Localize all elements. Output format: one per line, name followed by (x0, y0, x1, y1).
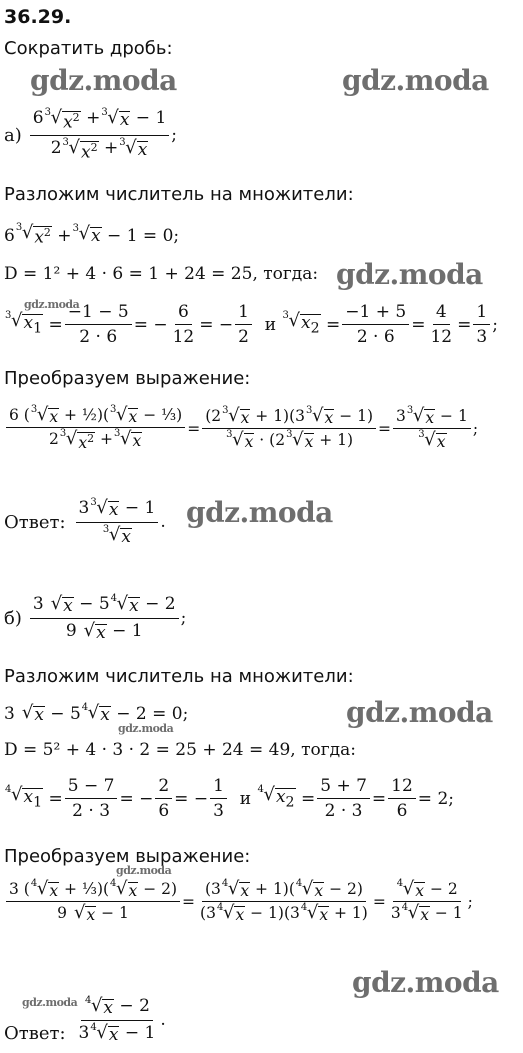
watermark: gdz.moda (336, 258, 483, 291)
factor-heading-b: Разложим числитель на множители: (4, 666, 354, 687)
roots-b: 4 √ $x_1$ = $\frac{5 - 7}{2 \cdot 3}$ = − $\frac{2}{6}$ = − $\frac{1}{3}$ и 4 √ $x_2$ = $\frac{5 + 7}{2 \cdot 3}$ = $\frac{12}{6}$ = 2; (5, 776, 454, 821)
equation-b-tail: = 0; (152, 704, 189, 725)
watermark: gdz.moda (342, 64, 489, 97)
equation-a: 6 3 √ $x^2$ + 3 √ x − 1 = 0; (4, 222, 180, 248)
answer-b: Ответ: 4 √ x − 2 3 4 √ x − 1 . (4, 995, 166, 1045)
part-b-label: б) (4, 607, 22, 629)
watermark: gdz.moda (22, 996, 78, 1009)
watermark: gdz.moda (118, 722, 174, 735)
watermark: gdz.moda (24, 298, 80, 311)
watermark: gdz.moda (346, 696, 493, 729)
expression-a: а) 6 3 √ $x^2$ + 3 √ x − 1 2 3 √ $x^2$ + 3 √ x ; (4, 107, 178, 163)
answer-a-label: Ответ: (4, 511, 66, 533)
answer-a: Ответ: 3 3 √ x − 1 3 √ x . (4, 497, 166, 547)
watermark: gdz.moda (352, 966, 499, 999)
roots-a-joiner: и (264, 314, 277, 335)
watermark: gdz.moda (116, 864, 172, 877)
problem-number: 36.29. (4, 6, 72, 28)
watermark: gdz.moda (30, 64, 177, 97)
part-a-label: а) (4, 124, 22, 146)
watermark: gdz.moda (186, 496, 333, 529)
answer-b-label: Ответ: (4, 1022, 66, 1044)
discriminant-b: D = 5² + 4 · 3 · 2 = 25 + 24 = 49, тогда: (4, 740, 356, 760)
roots-b-joiner: и (239, 788, 252, 809)
instruction-text: Сократить дробь: (4, 38, 173, 59)
roots-a: 3 √ $x_1$ = $\frac{-1 - 5}{2 \cdot 6}$ = − $\frac{6}{12}$ = − $\frac{1}{2}$ и 3 √ $x_2$ = $\frac{-1 + 5}{2 \cdot 6}$ = $\frac{4}{12}$ = $\frac{1}{3}$ ; (5, 302, 498, 347)
factor-heading-a: Разложим числитель на множители: (4, 184, 354, 205)
transform-heading-b: Преобразуем выражение: (4, 846, 251, 867)
discriminant-a: D = 1² + 4 · 6 = 1 + 24 = 25, тогда: (4, 264, 319, 284)
expression-b: б) 3 √ x − 5 4 √ x − 2 9 √ x − 1 ; (4, 593, 187, 643)
transform-heading-a: Преобразуем выражение: (4, 368, 251, 389)
transform-a: 6 ( 3 √ x + ½)( 3 √ x − ⅓) 2 3 √ $x^2$ + 3 √ x = (2 3 √ x + 1)(3 3 √ x − 1) 3 √ x · (2 3 √ x + 1) = 3 3 √ x − 1 3 √ x ; (4, 406, 478, 452)
equation-b: 3 √ x − 5 4 √ x − 2 = 0; (4, 702, 189, 725)
transform-b: 3 ( 4 √ x + ⅓)( 4 √ x − 2) 9 √ x − 1 = (3 4 √ x + 1)( 4 √ x − 2) (3 4 √ x − 1)(3 4 √ x + 1) = 4 √ x − 2 3 4 √ x − 1 ; (4, 880, 473, 924)
equation-a-tail: = 0; (142, 225, 180, 246)
